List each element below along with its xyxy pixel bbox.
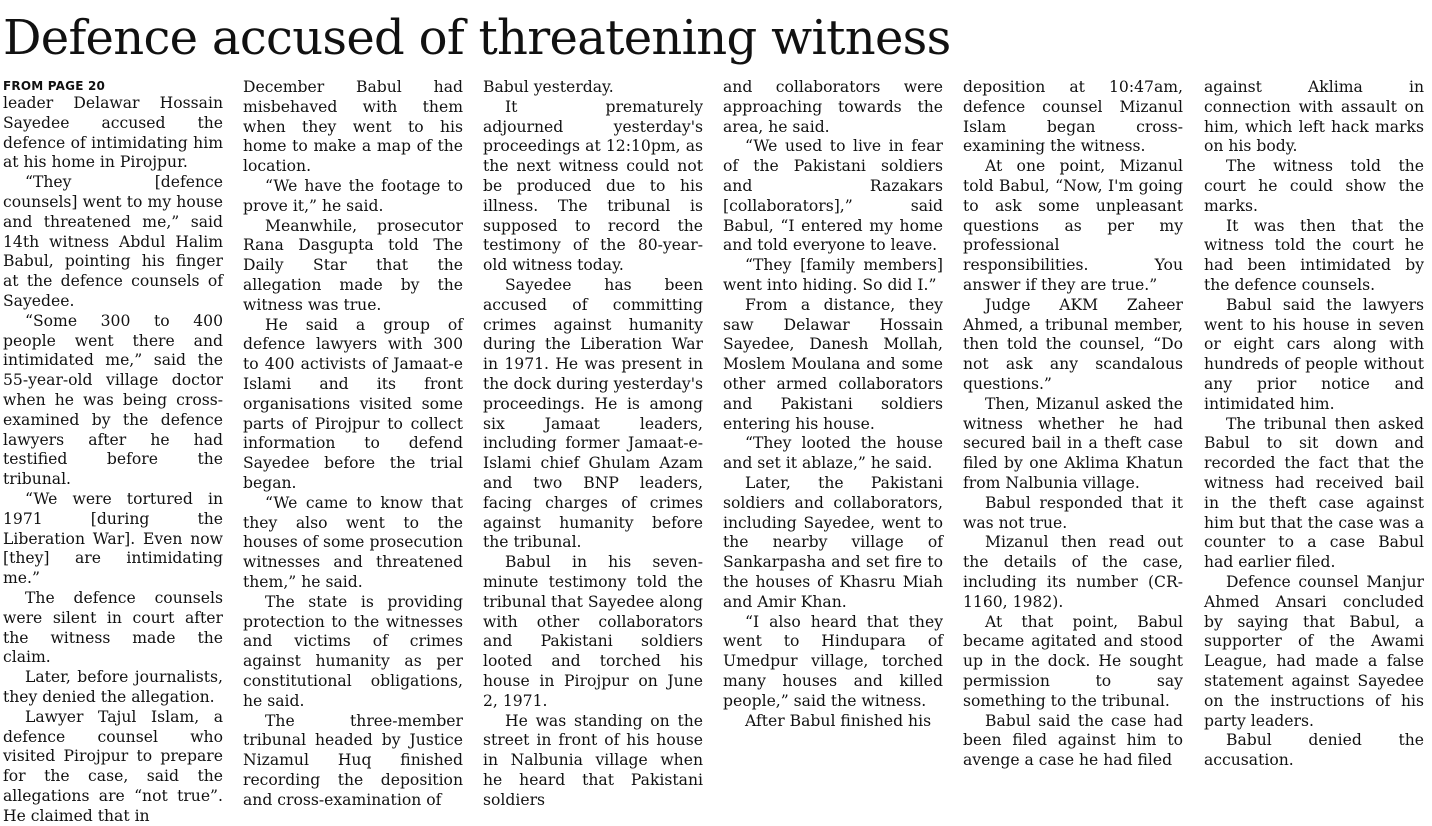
paragraph: Mizanul then read out the details of the case, including its number (CR-1160, 1982).	[963, 533, 1183, 611]
article-column-4	[723, 78, 943, 738]
article-column-3	[483, 78, 703, 809]
article-column-5	[963, 78, 1183, 770]
paragraph: The witness told the court he could show the marks.	[1204, 157, 1424, 215]
paragraph: Babul denied the accusation.	[1204, 731, 1424, 770]
paragraph: “We came to know that they also went to the houses of some prosecution witnesses and threatened them,” he said.	[243, 493, 463, 591]
paragraph: Babul said the lawyers went to his house in seven or eight cars along with hundreds of people without any prior notice and intimidated him.	[1204, 295, 1424, 413]
paragraph: Babul responded that it was not true.	[963, 493, 1183, 532]
paragraph: After Babul finished his	[745, 711, 932, 730]
paragraph: Then, Mizanul asked the witness whether he had secured bail in a theft case filed by one Aklima Khatun from Nalbunia village.	[963, 394, 1183, 492]
article-column-2	[243, 78, 463, 809]
paragraph: Later, before journalists, they denied the allegation.	[3, 668, 223, 706]
paragraph: Judge AKM Zaheer Ahmed, a tribunal member, then told the counsel, “Do not ask any scandalous questions.”	[963, 295, 1183, 393]
paragraph: “They [defence counsels] went to my house and threatened me,” said 14th witness Abdul Halim Babul, pointing his finger at the defence counsels of Sayedee.	[3, 173, 223, 310]
paragraph: “They [family members] went into hiding. So did I.”	[723, 256, 943, 294]
paragraph: Babul yesterday.	[483, 78, 614, 96]
paragraph: Sayedee has been accused of committing crimes against humanity during the Liberation War in 1971. He was present in the dock during yesterday's proceedings. He is among six Jamaat leaders, including former Jamaat-e-Islami chief Ghulam Azam and two BNP leaders, facing charges of crimes against humanity before the tribunal.	[483, 275, 703, 552]
paragraph: At one point, Mizanul told Babul, “Now, I'm going to ask some unpleasant questions as per my professional responsibilities. You answer if they are true.”	[963, 157, 1183, 294]
paragraph: December Babul had misbehaved with them when they went to his home to make a map of the location.	[243, 78, 463, 176]
paragraph: “We were tortured in 1971 [during the Liberation War]. Even now [they] are intimidating me.”	[3, 489, 223, 588]
paragraph: Lawyer Tajul Islam, a defence counsel who visited Pirojpur to prepare for the case, said the allegations are “not true”. He claimed that in	[3, 707, 223, 825]
paragraph: It prematurely adjourned yesterday's proceedings at 12:10pm, as the next witness could not be produced due to his illness. The tribunal is supposed to record the testimony of the 80-year-old witness today.	[483, 97, 703, 275]
paragraph: deposition at 10:47am, defence counsel Mizanul Islam began cross-examining the witness.	[963, 78, 1183, 156]
paragraph: He said a group of defence lawyers with 300 to 400 activists of Jamaat-e Islami and its front organisations visited some parts of Pirojpur to collect information to defend Sayedee before the trial began.	[243, 315, 463, 492]
paragraph: The tribunal then asked Babul to sit down and recorded the fact that the witness had received bail in the theft case against him but that the case was a counter to a case Babul had earlier filed.	[1204, 414, 1424, 572]
paragraph: The three-member tribunal headed by Justice Nizamul Huq finished recording the deposition and cross-examination of	[243, 711, 463, 809]
paragraph: The defence counsels were silent in court after the witness made the claim.	[3, 588, 223, 667]
paragraph: The state is providing protection to the witnesses and victims of crimes against humanity as per constitutional obligations, he said.	[243, 592, 463, 710]
paragraph: “I also heard that they went to Hindupara of Umedpur village, torched many houses and killed people,” said the witness.	[723, 612, 943, 710]
paragraph: “Some 300 to 400 people went there and intimidated me,” said the 55-year-old village doctor when he was being cross-examined by the defence lawyers after he had testified before the tribunal.	[3, 311, 223, 489]
article-column-1	[3, 78, 223, 825]
paragraph: “We used to live in fear of the Pakistani soldiers and Razakars [collaborators],” said Babul, “I entered my home and told everyone to leave.	[723, 137, 943, 255]
paragraph: Babul in his seven-minute testimony told the tribunal that Sayedee along with other collaborators and Pakistani soldiers looted and torched his house in Pirojpur on June 2, 1971.	[483, 553, 703, 710]
paragraph: At that point, Babul became agitated and stood up in the dock. He sought permission to say something to the tribunal.	[963, 612, 1183, 710]
paragraph: “They looted the house and set it ablaze,” he said.	[723, 434, 943, 473]
paragraph: It was then that the witness told the court he had been intimidated by the defence counsels.	[1204, 216, 1424, 294]
headline: Defence accused of threatening witness	[3, 10, 951, 66]
paragraph: Babul said the case had been filed against him to avenge a case he had filed	[963, 711, 1183, 770]
paragraph: Meanwhile, prosecutor Rana Dasgupta told The Daily Star that the allegation made by the witness was true.	[243, 216, 463, 314]
article-column-6	[1204, 78, 1424, 770]
paragraph: “We have the footage to prove it,” he said.	[243, 176, 463, 215]
paragraph: against Aklima in connection with assault on him, which left hack marks on his body.	[1204, 78, 1424, 156]
paragraph: Defence counsel Manjur Ahmed Ansari concluded by saying that Babul, a supporter of the Awami League, had made a false statement against Sayedee on the instructions of his party leaders.	[1204, 572, 1424, 730]
paragraph: From a distance, they saw Delawar Hossain Sayedee, Danesh Mollah, Moslem Moulana and some other armed collaborators and Pakistani soldiers entering his house.	[723, 295, 943, 433]
paragraph: leader Delawar Hossain Sayedee accused the defence of intimidating him at his home in Pirojpur.	[3, 94, 223, 172]
jump-line-from-page: FROM PAGE 20	[3, 79, 106, 93]
paragraph: He was standing on the street in front of his house in Nalbunia village when he heard that Pakistani soldiers	[483, 711, 703, 809]
paragraph: and collaborators were approaching towards the area, he said.	[723, 78, 943, 136]
paragraph: Later, the Pakistani soldiers and collaborators, including Sayedee, went to the nearby village of Sankarpasha and set fire to the houses of Khasru Miah and Amir Khan.	[723, 473, 943, 611]
